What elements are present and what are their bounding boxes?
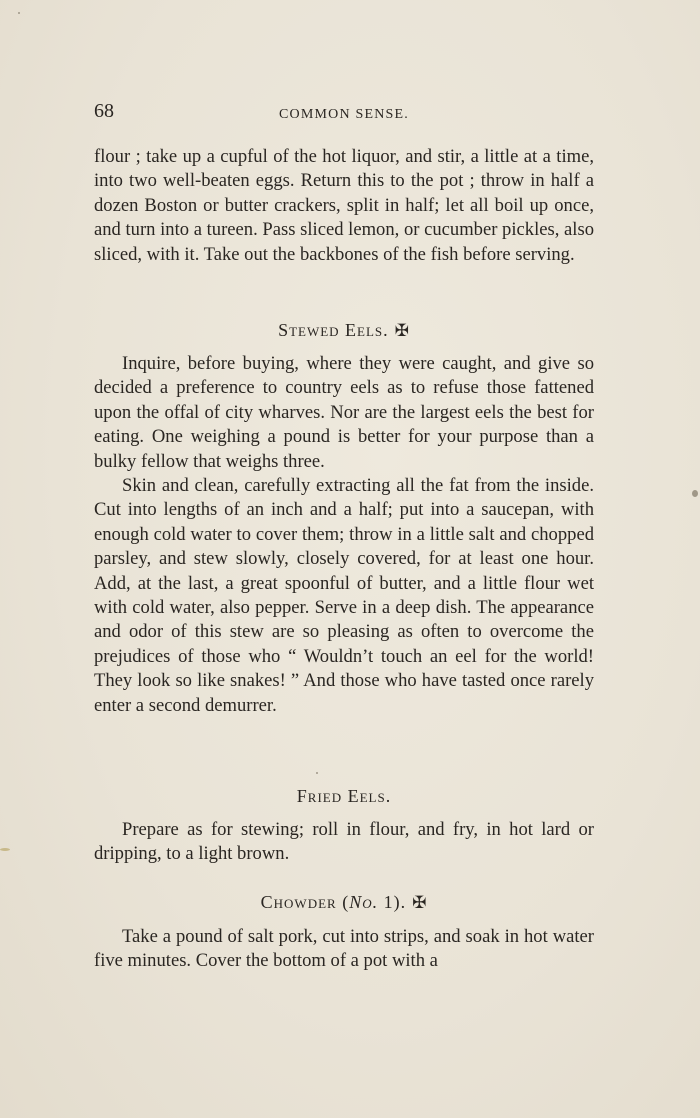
heading-text-end: 1). — [378, 892, 407, 912]
running-head — [94, 100, 594, 130]
page-number: 68 — [94, 100, 114, 122]
section-heading-stewed-eels — [94, 320, 594, 341]
paragraph: Skin and clean, carefully extracting all the fat from the inside. Cut into lengths of an inch and a half; put into a saucepan, with enough cold water to cover them; throw in a little salt and chopped parsley, and stew slowly, closely covered, for at least one hour. Add, at the last, a great spoonful of butter, and a little flour wet with cold water, also pepper. Serve in a deep dish. The appearance and odor of this stew are so pleasing as often to overcome the prejudices of those who “ Wouldn’t touch an eel for the world! They look so like snakes! ” And those who have tasted once rarely enter a second demurrer. — [94, 475, 594, 716]
paper-speck — [18, 12, 20, 14]
heading-italic: No. — [349, 892, 379, 912]
paper-speck — [0, 848, 10, 851]
paper-speck — [316, 772, 318, 774]
paper-speck — [692, 490, 698, 497]
paragraph: Inquire, before buying, where they were caught, and give so decided a preference to country eels as to refuse those fattened upon the offal of city wharves. Nor are the largest eels the best for eating. One weighing a pound is better for your purpose than a bulky fellow that weighs three. — [94, 353, 594, 472]
continuation-paragraph: flour ; take up a cupful of the hot liquor, and stir, a little at a time, into two well-beaten eggs. Return this to the pot ; throw in half a dozen Boston or butter crackers, split in half; let all boil up once, and turn into a tureen. Pass sliced lemon, or cucumber pickles, also sliced, with it. Take out the backbones of the fish before serving. — [94, 146, 594, 265]
paragraph: Take a pound of salt pork, cut into strips, and soak in hot water five minutes. Cover the bottom of a pot with a — [94, 926, 594, 972]
cross-icon: ✠ — [412, 893, 428, 913]
cross-icon: ✠ — [394, 321, 410, 341]
running-title: COMMON SENSE. — [279, 107, 409, 122]
heading-text: Chowder ( — [260, 892, 350, 912]
section-heading-chowder — [94, 892, 594, 913]
section-heading-fried-eels — [94, 786, 594, 807]
heading-text: Stewed Eels. — [278, 320, 389, 340]
chowder-body — [94, 925, 594, 974]
continuation-paragraph-block — [94, 145, 594, 267]
paragraph: Prepare as for stewing; roll in flour, and fry, in hot lard or dripping, to a light brown. — [94, 819, 594, 865]
heading-text: Fried Eels. — [296, 786, 392, 806]
stewed-eels-body — [94, 352, 594, 718]
fried-eels-body — [94, 818, 594, 867]
